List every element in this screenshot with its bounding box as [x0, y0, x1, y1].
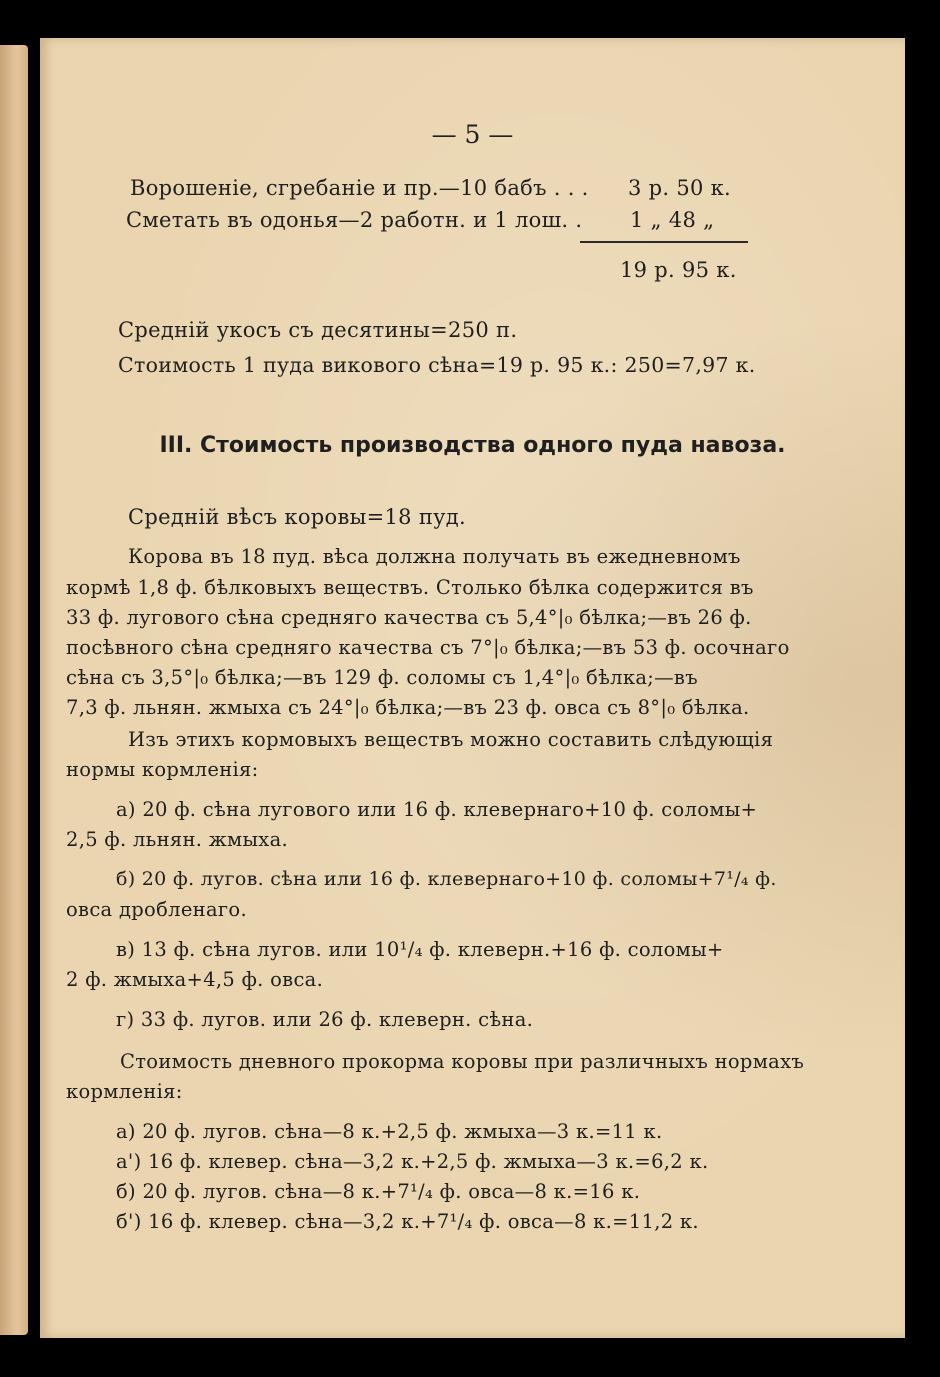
- text-line: Корова въ 18 пуд. вѣса должна получать въ ежедневномъ: [128, 545, 741, 568]
- daily-cost-line: а') 16 ф. клевер. сѣна—3,2 к.+2,5 ф. жмыха—3 к.=6,2 к.: [116, 1150, 709, 1173]
- cost-per-pud: Стоимость 1 пуда викового сѣна=19 р. 95 к.: 250=7,97 к.: [118, 353, 756, 377]
- norm-line: а) 20 ф. сѣна лугового или 16 ф. клевернаго+10 ф. соломы+: [116, 798, 758, 821]
- cost-row-item: Сметать въ одонья—2 работн. и 1 лош. .: [126, 208, 583, 232]
- cow-weight: Средній вѣсъ коровы=18 пуд.: [128, 505, 466, 529]
- text-line: нормы кормленія:: [66, 758, 259, 781]
- norm-line: 2,5 ф. льнян. жмыха.: [66, 828, 289, 851]
- sum-rule: [580, 241, 748, 243]
- book-page: [40, 38, 905, 1338]
- norm-line: 2 ф. жмыха+4,5 ф. овса.: [66, 968, 324, 991]
- text-line: Стоимость дневного прокорма коровы при различныхъ нормахъ: [120, 1050, 805, 1073]
- text-line: кормленія:: [66, 1080, 183, 1103]
- daily-cost-line: а) 20 ф. лугов. сѣна—8 к.+2,5 ф. жмыха—3 к.=11 к.: [116, 1120, 663, 1143]
- yield-line: Средній укосъ съ десятины=250 п.: [118, 318, 518, 342]
- norm-line: г) 33 ф. лугов. или 26 ф. клеверн. сѣна.: [116, 1008, 534, 1031]
- norm-line: б) 20 ф. лугов. сѣна или 16 ф. клевернаго+10 ф. соломы+7¹/₄ ф.: [116, 868, 777, 890]
- text-line: посѣвного сѣна средняго качества съ 7°|₀ бѣлка;—въ 53 ф. осочнаго: [66, 636, 790, 659]
- page-number: — 5 —: [431, 120, 514, 149]
- daily-cost-line: б) 20 ф. лугов. сѣна—8 к.+7¹/₄ ф. овса—8 к.=16 к.: [116, 1180, 641, 1203]
- section-heading: III. Стоимость производства одного пуда навоза.: [159, 433, 786, 458]
- text-line: сѣна съ 3,5°|₀ бѣлка;—въ 129 ф. соломы съ 1,4°|₀ бѣлка;—въ: [66, 666, 698, 689]
- norm-line: в) 13 ф. сѣна лугов. или 10¹/₄ ф. клеверн.+16 ф. соломы+: [116, 938, 724, 961]
- cost-row-amount: 3 р. 50 к.: [628, 176, 732, 200]
- norm-line: овса дробленаго.: [66, 898, 247, 921]
- text-line: 33 ф. лугового сѣна средняго качества съ 5,4°|₀ бѣлка;—въ 26 ф.: [66, 606, 752, 629]
- cost-total: 19 р. 95 к.: [620, 258, 737, 282]
- cost-row-item: Ворошеніе, сгребаніе и пр.—10 бабъ . . .: [130, 176, 589, 200]
- text-line: 7,3 ф. льнян. жмыха съ 24°|₀ бѣлка;—въ 23 ф. овса съ 8°|₀ бѣлка.: [66, 696, 750, 719]
- daily-cost-line: б') 16 ф. клевер. сѣна—3,2 к.+7¹/₄ ф. овса—8 к.=11,2 к.: [116, 1210, 699, 1233]
- adjacent-page-edge: [0, 45, 28, 1335]
- cost-row-amount: 1 „ 48 „: [630, 208, 715, 232]
- text-line: Изъ этихъ кормовыхъ веществъ можно составить слѣдующія: [128, 728, 774, 751]
- text-line: кормѣ 1,8 ф. бѣлковыхъ веществъ. Столько бѣлка содержится въ: [66, 576, 754, 599]
